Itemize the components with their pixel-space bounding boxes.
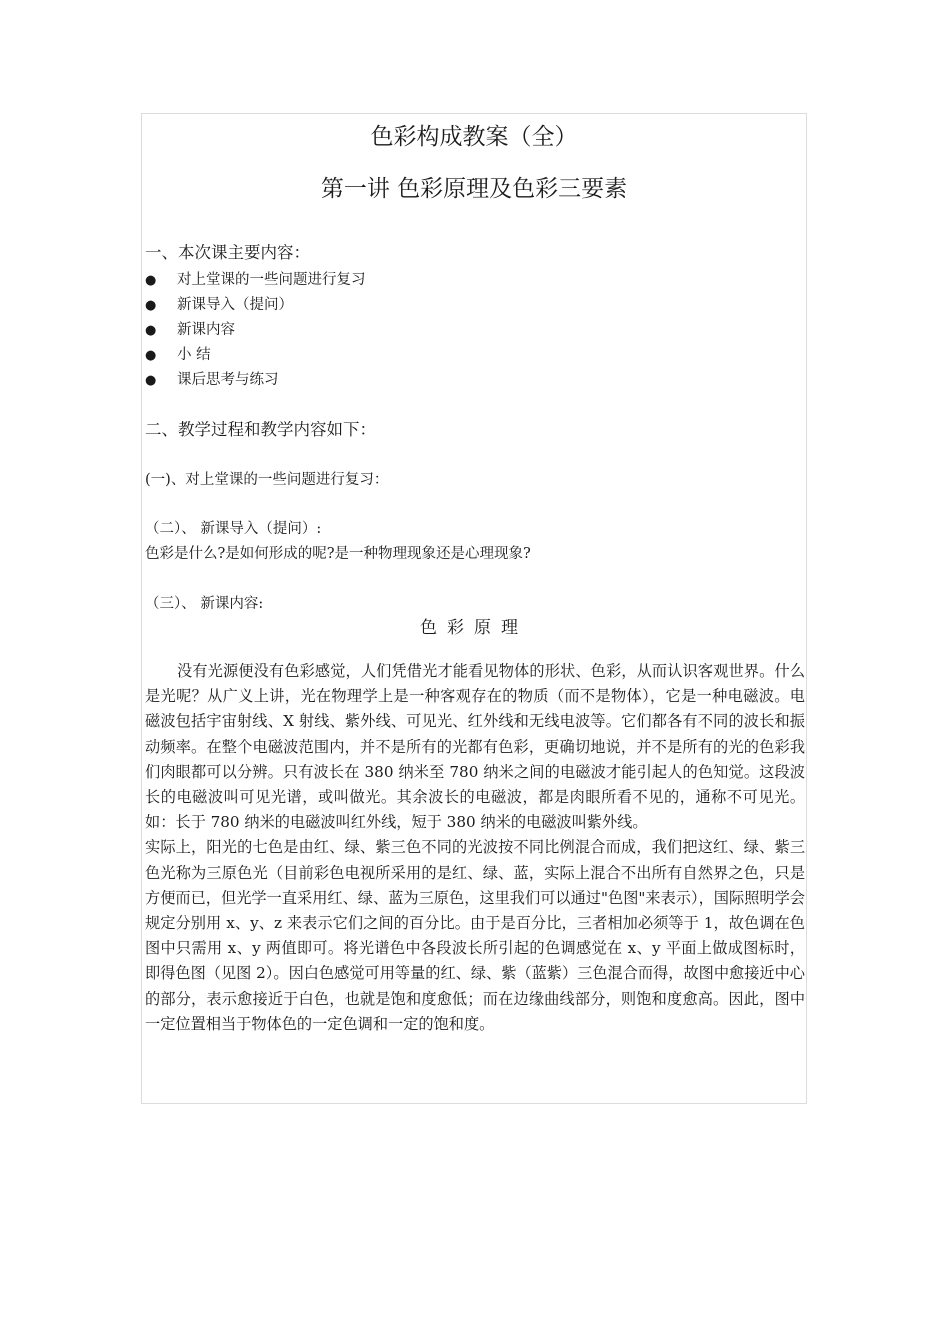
bullet-item [145,343,211,364]
bullet-icon: ● [145,348,157,363]
bullet-text: 小 结 [177,347,211,363]
bullet-icon: ● [145,273,157,288]
section-1-heading: 一、本次课主要内容： [145,243,310,262]
section-2-heading: 二、教学过程和教学内容如下： [145,420,376,439]
subsection-3-heading: （三）、 新课内容: [145,596,264,612]
bullet-text: 课后思考与练习 [177,372,279,388]
paragraph-primary-colors: 实际上，阳光的七色是由红、绿、紫三色不同的光波按不同比例混合而成，我们把这红、绿、紫三色光称为三原色光（目前彩色电视所采用的是红、绿、蓝，实际上混合不出所有自然界之色，只是方便而已，但光学一直采用红、绿、蓝为三原色，这里我们可以通过"色图"来表示），国际照明学会规定分别用 x、y、z 来表示它们之间的百分比。由于是百分比，三者相加必须等于 1，故色调在色图中只需用 x、y 两值即可。将光谱色中各段波长所引起的色调感觉在 x、y 平面上做成图标时，即得色图（见图 2）。因白色感觉可用等量的红、绿、紫（蓝紫）三色混合而得，故图中愈接近中心的部分，表示愈接近于白色，也就是饱和度愈低；而在边缘曲线部分，则饱和度愈高。因此，图中一定位置相当于物体色的一定色调和一定的饱和度。 [145,838,805,1033]
paragraph-light: 没有光源便没有色彩感觉，人们凭借光才能看见物体的形状、色彩，从而认识客观世界。什么是光呢？从广义上讲，光在物理学上是一种客观存在的物质（而不是物体），它是一种电磁波。电磁波包括宇宙射线、X 射线、紫外线、可见光、红外线和无线电波等。它们都各有不同的波长和振动频率。在整个电磁波范围内，并不是所有的光都有色彩，更确切地说，并不是所有的光的色彩我们肉眼都可以分辨。只有波长在 380 纳米至 780 纳米之间的电磁波才能引起人的色知觉。这段波长的电磁波叫可见光谱，或叫做光。其余波长的电磁波，都是肉眼所看不见的，通称不可见光。如：长于 780 纳米的电磁波叫红外线，短于 380 纳米的电磁波叫紫外线。 [145,662,805,832]
bullet-item [145,293,293,314]
bullet-item [145,318,235,339]
bullet-text: 新课导入（提问） [177,297,293,313]
subsection-2-heading: （二）、 新课导入（提问）: [145,521,322,537]
bullet-item [145,368,279,389]
lecture-title: 第一讲 色彩原理及色彩三要素 [320,176,628,202]
document-title: 色彩构成教案（全） [370,124,578,150]
bullet-text: 新课内容 [177,322,235,338]
bullet-text: 对上堂课的一些问题进行复习 [177,272,366,288]
bullet-item [145,268,366,289]
subsection-1: (一)、对上堂课的一些问题进行复习： [145,472,389,488]
subsection-2-text: 色彩是什么?是如何形成的呢?是一种物理现象还是心理现象? [145,546,531,562]
bullet-icon: ● [145,373,157,388]
bullet-icon: ● [145,298,157,313]
body-text [145,659,805,1037]
bullet-icon: ● [145,323,157,338]
color-principle-heading: 色彩原理 [420,618,528,638]
